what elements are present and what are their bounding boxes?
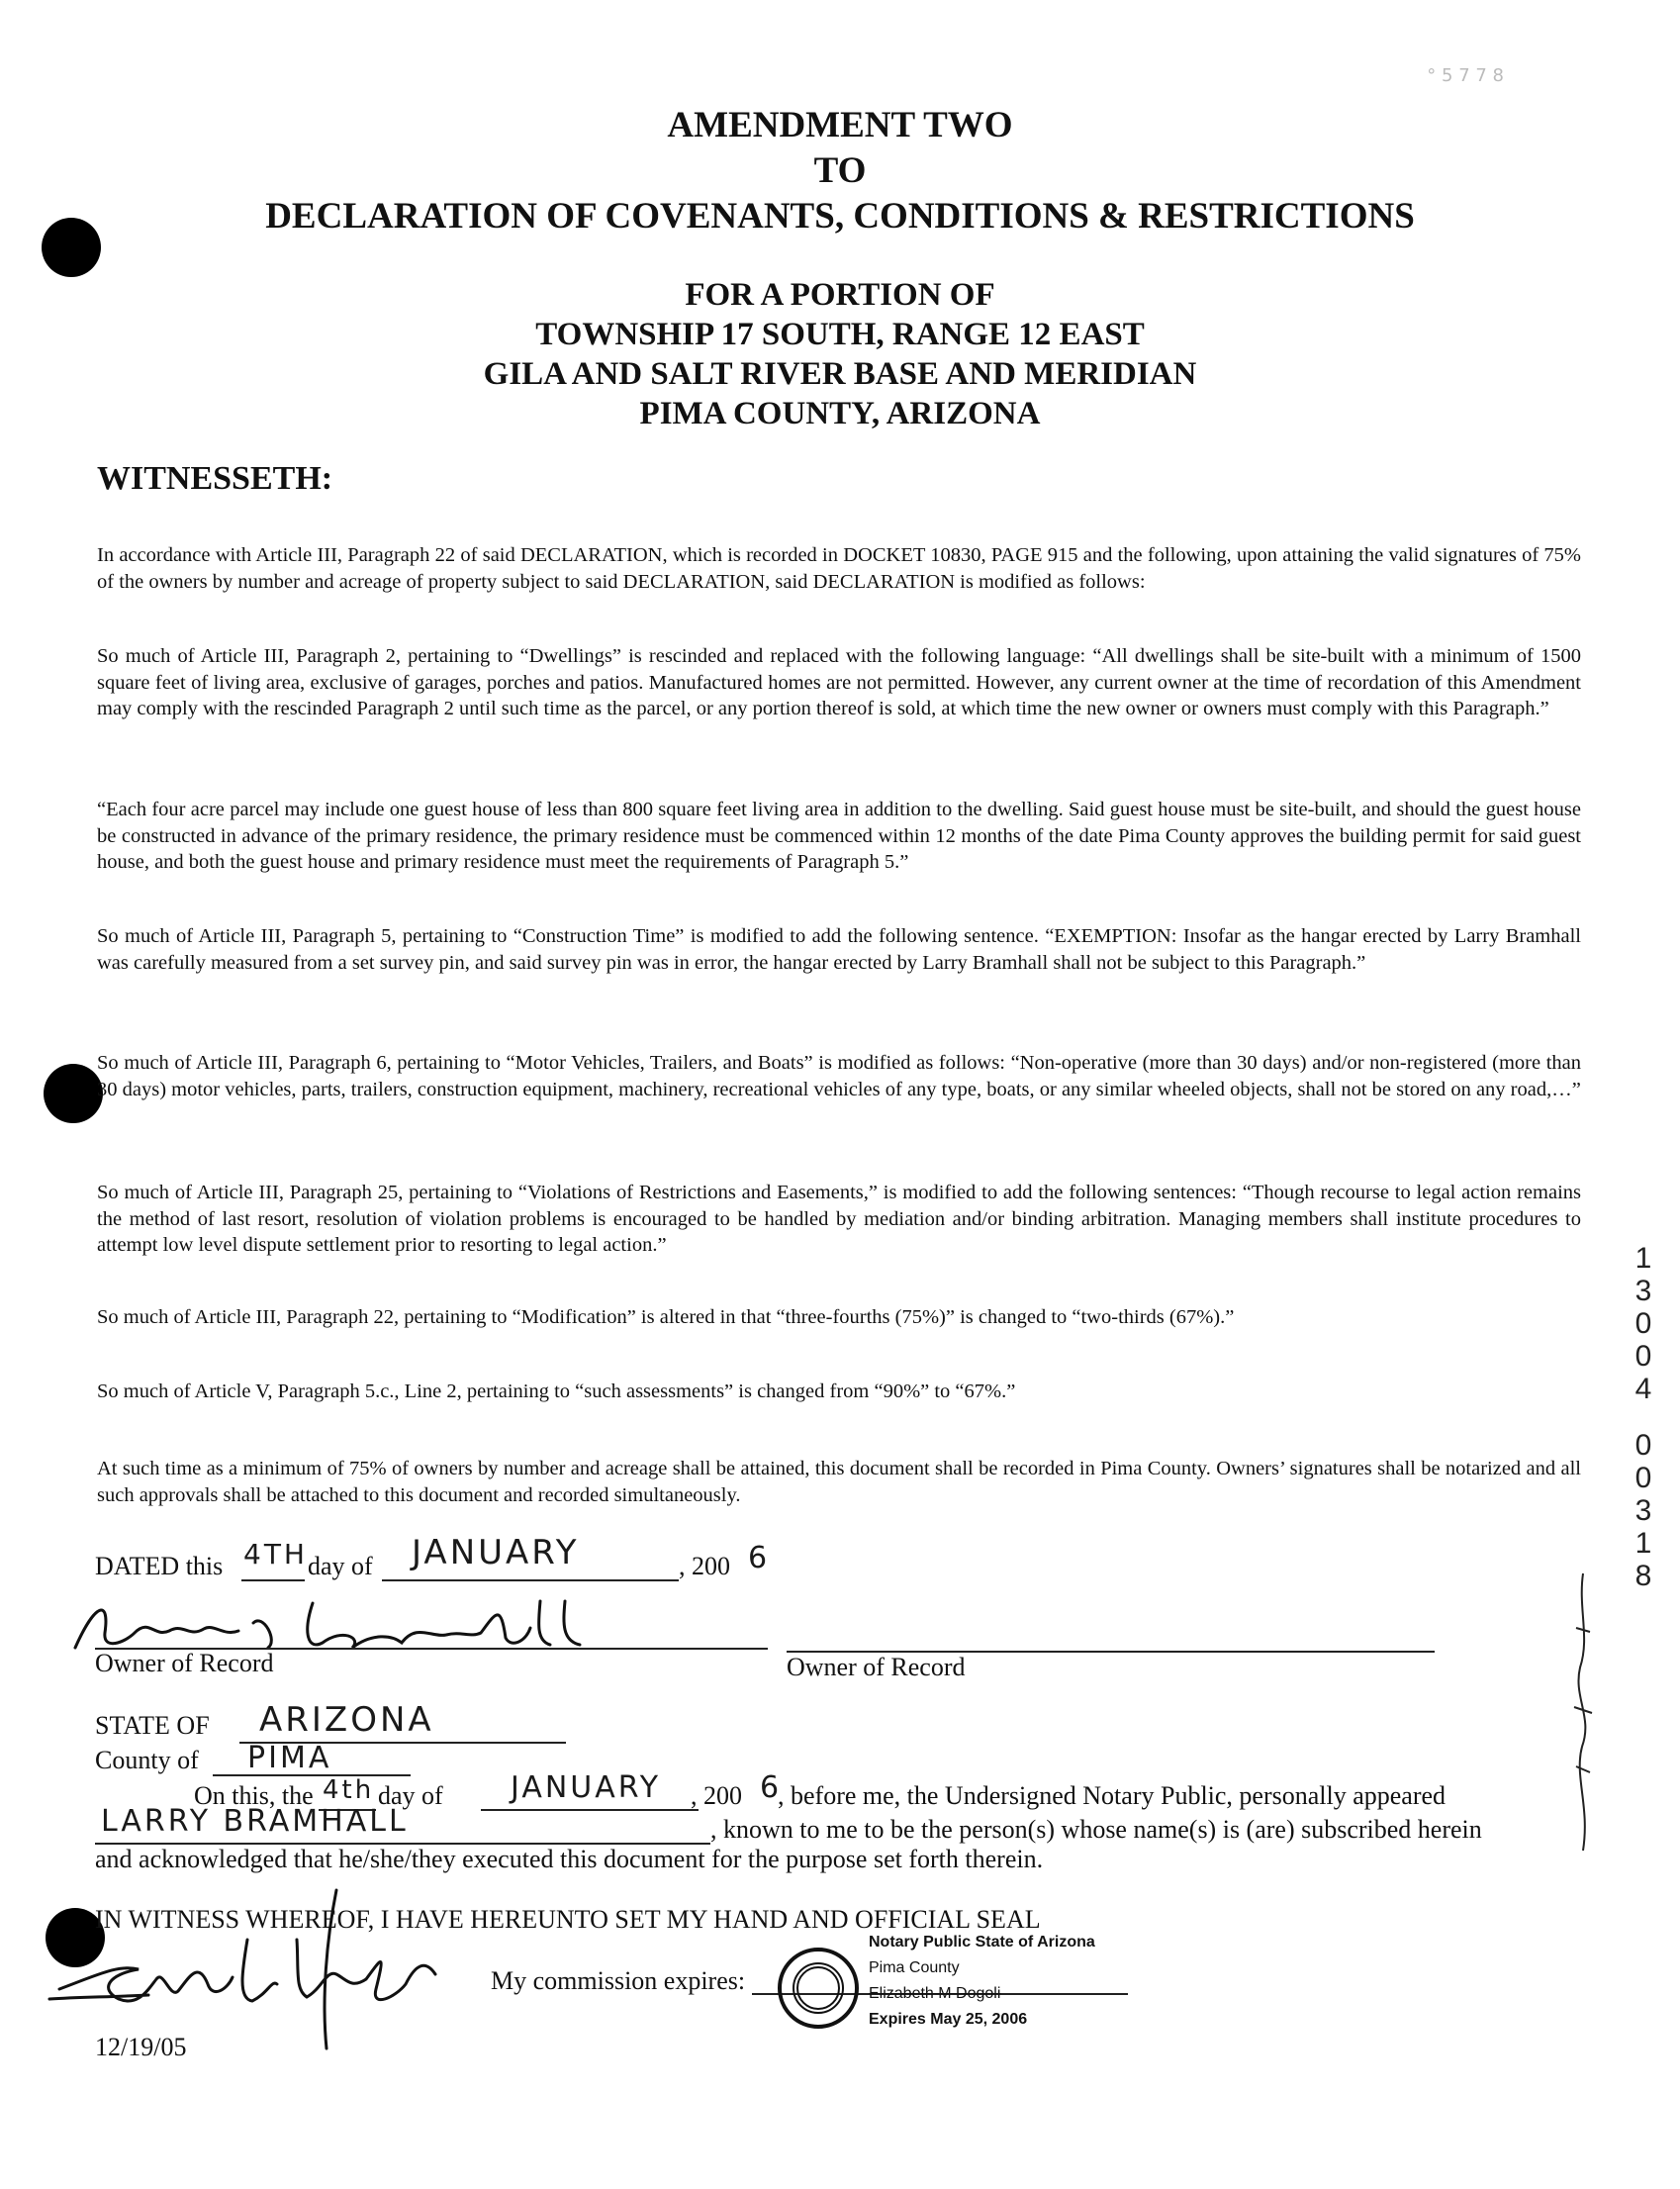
recording-number xyxy=(1627,1242,1660,1592)
state-value: ARIZONA xyxy=(259,1700,434,1740)
notary-seal-inner xyxy=(793,1962,844,2014)
title-line-1: AMENDMENT TWO xyxy=(667,105,1013,145)
dated-day: 4TH xyxy=(243,1538,308,1570)
county-value: PIMA xyxy=(247,1741,332,1775)
owner-label-left: Owner of Record xyxy=(95,1649,274,1677)
paragraph-preamble: In accordance with Article III, Paragraph 22 of said DECLARATION, which is recorded in DOCKET 10830, PAGE 915 and the following, upon attaining the valid signatures of 75% of the owners by number and acreage of property subject to said DECLARATION, said DECLARATION is modified as follows: xyxy=(97,544,1581,593)
paragraph-dwellings: So much of Article III, Paragraph 2, pertaining to “Dwellings” is rescinded and replaced with the following language: “All dwellings shall be site-built with a minimum of 1500 square feet of living area, exclusive of garages, porches and patios. Manufactured homes are not permitted. However, any current owner at the time of recordation of this Amendment may comply with the rescinded Paragraph 2 until such time as the parcel, or any portion thereof is sold, at which time the new owner or owners must comply with this Paragraph.” xyxy=(97,645,1581,719)
notary-seal xyxy=(778,1948,859,2029)
notary-signature-area xyxy=(40,1880,495,2053)
paragraph-modification: So much of Article III, Paragraph 22, pertaining to “Modification” is altered in that “three-fourths (75%)” is changed to “two-thirds (67%).” xyxy=(97,1306,1235,1328)
recording-spacer xyxy=(1627,1405,1660,1429)
notary-known: , known to me to be the person(s) whose name(s) is (are) subscribed herein xyxy=(710,1815,1482,1844)
dated-month-rule xyxy=(382,1579,679,1581)
notary-acknowledgment xyxy=(95,1770,1579,1880)
paragraph-construction-time: So much of Article III, Paragraph 5, pertaining to “Construction Time” is modified to add the following sentence. “EXEMPTION: Insofar as the hangar erected by Larry Bramhall was carefully measured from a set survey pin, and said survey pin was in error, the hangar erected by Larry Bramhall shall not be subject to this Paragraph.” xyxy=(97,925,1581,974)
notary-year-prefix: , 200 xyxy=(691,1781,742,1810)
dated-month: JANUARY xyxy=(412,1533,580,1572)
scan-mark: ° 5 7 7 8 xyxy=(1427,65,1504,86)
recording-digit: 3 xyxy=(1634,1275,1652,1307)
dated-year-prefix: , 200 xyxy=(679,1552,730,1580)
footer-date: 12/19/05 xyxy=(95,2033,187,2061)
notary-before-me: , before me, the Undersigned Notary Public, personally appeared xyxy=(778,1781,1447,1810)
punch-hole-middle xyxy=(44,1064,103,1123)
paragraph-guest-house: “Each four acre parcel may include one guest house of less than 800 square feet living area in addition to the dwelling. Said guest house must be site-built, and should the guest house be constructed in advance of the primary residence, the primary residence must be commenced within 12 months of the date Pima County approves the building permit for said guest house, and both the guest house and primary residence must meet the requirements of Paragraph 5.” xyxy=(97,799,1581,873)
recording-digit: 0 xyxy=(1634,1462,1652,1494)
recording-digit: 3 xyxy=(1634,1494,1652,1527)
dated-day-rule xyxy=(241,1579,305,1581)
owner-label-right: Owner of Record xyxy=(787,1653,966,1681)
notary-signature xyxy=(40,1880,495,2053)
county-label: County of xyxy=(95,1746,199,1774)
recording-digit: 8 xyxy=(1634,1560,1652,1592)
subtitle-line-3: GILA AND SALT RIVER BASE AND MERIDIAN xyxy=(483,356,1197,392)
title-line-2: TO xyxy=(813,150,867,191)
paragraph-assessments: So much of Article V, Paragraph 5.c., Line 2, pertaining to “such assessments” is changed from “90%” to “67%.” xyxy=(97,1380,1016,1402)
witness-whereof: IN WITNESS WHEREOF, I HAVE HEREUNTO SET MY HAND AND OFFICIAL SEAL xyxy=(95,1905,1041,1934)
subtitle-line-2: TOWNSHIP 17 SOUTH, RANGE 12 EAST xyxy=(535,317,1145,352)
recording-digit: 0 xyxy=(1634,1307,1652,1340)
notary-year-digit: 6 xyxy=(760,1770,783,1805)
dated-prefix: DATED this xyxy=(95,1552,224,1580)
stamp-line-4: Expires May 25, 2006 xyxy=(869,2011,1028,2028)
dated-line xyxy=(95,1533,985,1591)
margin-scribble xyxy=(1568,1569,1598,1856)
notary-stamp xyxy=(869,1930,1095,2033)
notary-month-rule xyxy=(481,1809,699,1811)
notary-person: LARRY BRAMHALL xyxy=(101,1804,409,1839)
subtitle-line-1: FOR A PORTION OF xyxy=(685,277,995,313)
paragraph-motor-vehicles: So much of Article III, Paragraph 6, pertaining to “Motor Vehicles, Trailers, and Boats” is modified as follows: “Non-operative (more than 30 days) and/or non-registered (more than 30 days) motor vehicles, parts, trailers, construction equipment, machinery, recreational vehicles of any type, boats, or any similar wheeled objects, shall not be stored on any road,…” xyxy=(97,1052,1581,1100)
margin-scribble-mark xyxy=(1568,1569,1598,1856)
dated-year-digit: 6 xyxy=(748,1541,771,1575)
commission-label: My commission expires: xyxy=(491,1966,746,1995)
county-rule xyxy=(213,1774,411,1776)
paragraph-violations: So much of Article III, Paragraph 25, pertaining to “Violations of Restrictions and Easements,” is modified to add the following sentences: “Though recourse to legal action remains the method of last resort, resolution of violation problems is encouraged to be handled by mediation and/or binding arbitration. Managing members shall institute procedures to attempt low level dispute settlement prior to resorting to legal action.” xyxy=(97,1182,1581,1256)
dated-day-of: day of xyxy=(308,1552,373,1580)
stamp-line-3: Elizabeth M Dogoli xyxy=(869,1985,1001,2002)
notary-day-of: day of xyxy=(378,1781,443,1810)
state-label: STATE OF xyxy=(95,1711,210,1740)
stamp-line-1: Notary Public State of Arizona xyxy=(869,1934,1095,1951)
notary-day: 4th xyxy=(323,1775,375,1805)
notary-on-this: On this, the xyxy=(194,1781,314,1810)
recording-digit: 1 xyxy=(1634,1242,1652,1275)
notary-ack: and acknowledged that he/she/they executed this document for the purpose set forth therein. xyxy=(95,1845,1044,1873)
document-subtitle xyxy=(0,275,1680,433)
recording-digit: 1 xyxy=(1634,1527,1652,1560)
paragraph-recording: At such time as a minimum of 75% of owners by number and acreage shall be attained, this document shall be recorded in Pima County. Owners’ signatures shall be notarized and all such approvals shall be attached to this document and recorded simultaneously. xyxy=(97,1458,1581,1506)
stamp-line-2: Pima County xyxy=(869,1959,960,1976)
recording-digit: 0 xyxy=(1634,1340,1652,1373)
witnesseth-heading: WITNESSETH: xyxy=(97,460,333,497)
title-line-3: DECLARATION OF COVENANTS, CONDITIONS & RESTRICTIONS xyxy=(265,196,1415,237)
notary-month: JANUARY xyxy=(511,1770,662,1805)
document-title xyxy=(0,103,1680,239)
recording-digit: 0 xyxy=(1634,1429,1652,1462)
subtitle-line-4: PIMA COUNTY, ARIZONA xyxy=(639,396,1041,431)
recording-digit: 4 xyxy=(1634,1373,1652,1405)
